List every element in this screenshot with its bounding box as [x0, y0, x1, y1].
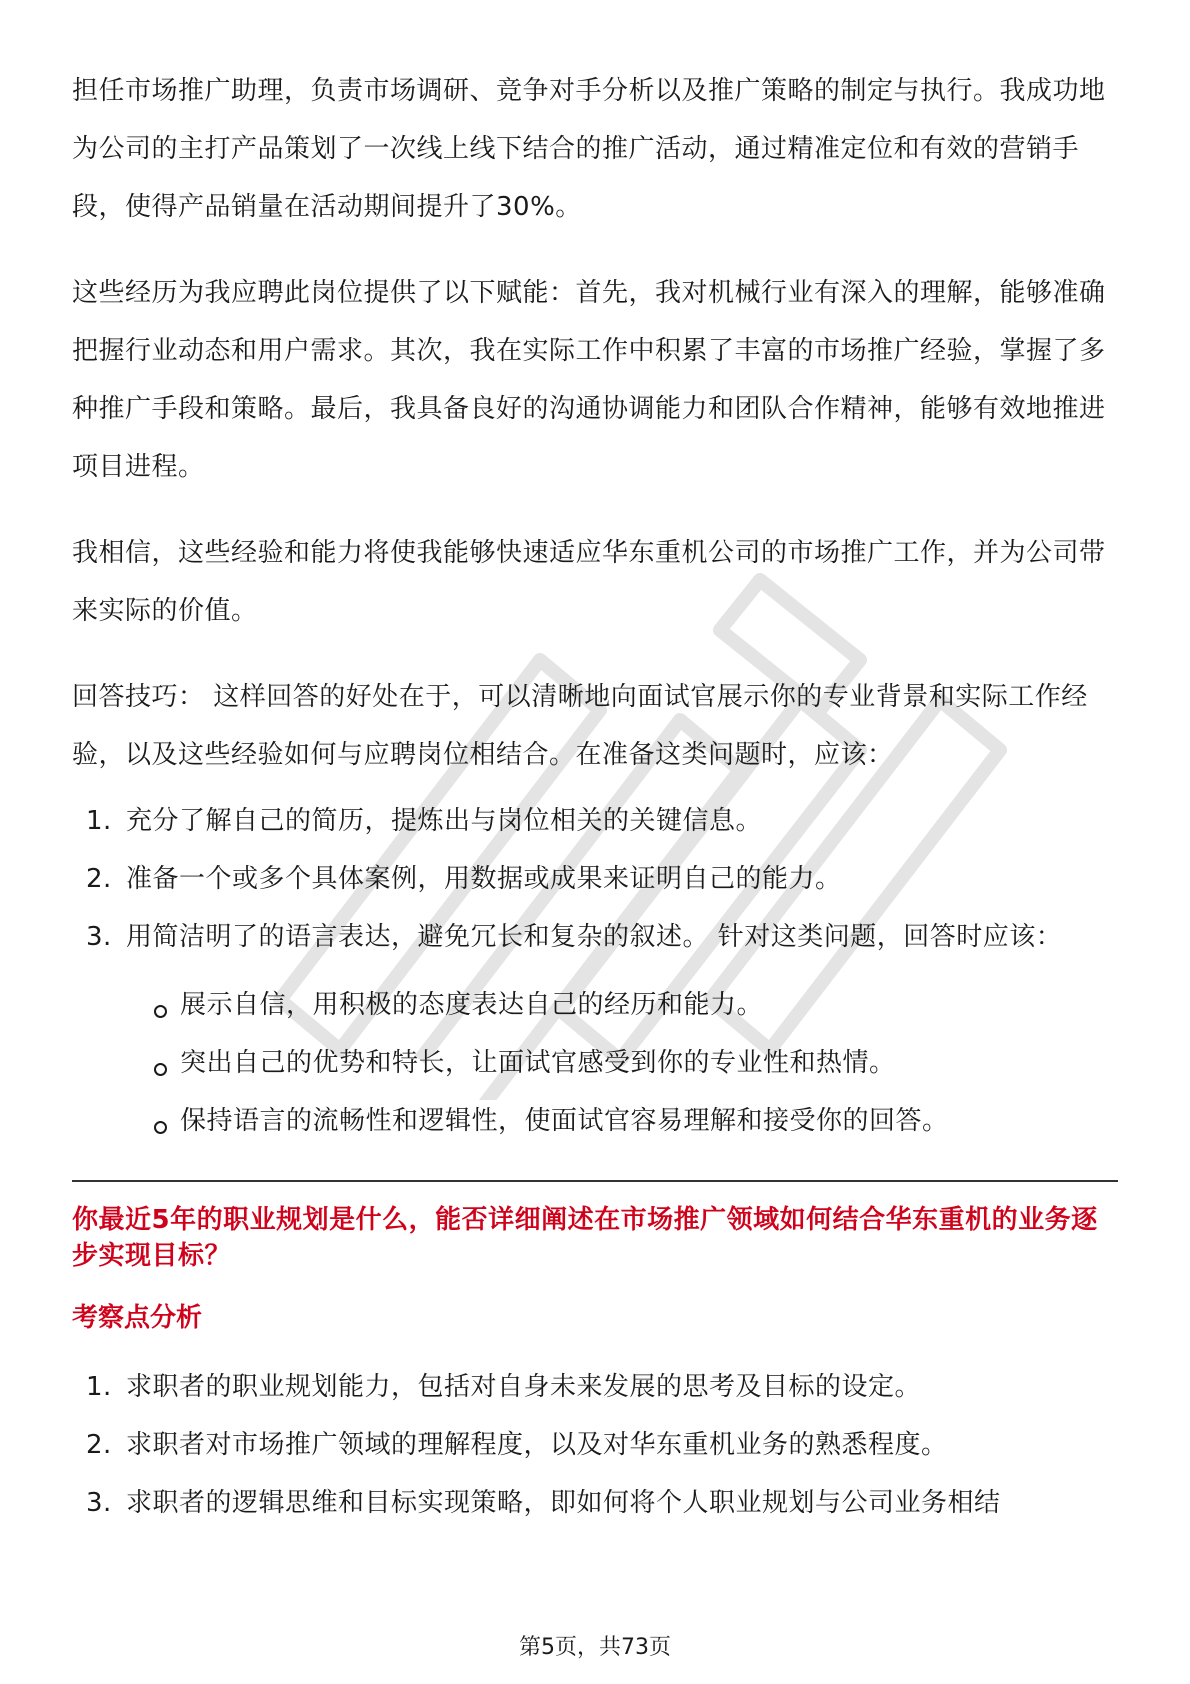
list-number: 2.	[86, 1430, 112, 1460]
list-item	[72, 792, 1118, 850]
list-text: 求职者的逻辑思维和目标实现策略，即如何将个人职业规划与公司业务相结	[126, 1488, 1001, 1518]
paragraph-experience: 担任市场推广助理，负责市场调研、竞争对手分析以及推广策略的制定与执行。我成功地为公司的主打产品策划了一次线上线下结合的推广活动，通过精准定位和有效的营销手段，使得产品销量在活动期间提升了30%。	[72, 76, 1106, 222]
list-text: 求职者对市场推广领域的理解程度，以及对华东重机业务的熟悉程度。	[126, 1430, 948, 1460]
list-number: 2.	[86, 864, 112, 894]
list-item	[72, 850, 1118, 908]
analysis-list	[72, 1358, 1118, 1532]
list-number: 3.	[86, 1488, 112, 1518]
page-footer: 第5页，共73页	[519, 1635, 671, 1660]
section-title: 考察点分析	[72, 1303, 203, 1333]
tips-list	[72, 792, 1118, 966]
list-item: 展示自信，用积极的态度表达自己的经历和能力。	[72, 976, 1118, 1034]
paragraph-answer-tips: 回答技巧： 这样回答的好处在于，可以清晰地向面试官展示你的专业背景和实际工作经验，以及这些经验如何与应聘岗位相结合。在准备这类问题时，应该：	[72, 682, 1088, 770]
list-text: 充分了解自己的简历，提炼出与岗位相关的关键信息。	[126, 806, 763, 836]
list-item: 保持语言的流畅性和逻辑性，使面试官容易理解和接受你的回答。	[72, 1092, 1118, 1150]
list-item	[72, 1416, 1118, 1474]
list-text: 求职者的职业规划能力，包括对自身未来发展的思考及目标的设定。	[126, 1372, 922, 1402]
list-number: 1.	[86, 806, 112, 836]
list-item: 突出自己的优势和特长，让面试官感受到你的专业性和热情。	[72, 1034, 1118, 1092]
question-heading: 你最近5年的职业规划是什么，能否详细阐述在市场推广领域如何结合华东重机的业务逐步实现目标？	[72, 1205, 1098, 1271]
list-item	[72, 1474, 1118, 1532]
paragraph-empowerment: 这些经历为我应聘此岗位提供了以下赋能：首先，我对机械行业有深入的理解，能够准确把握行业动态和用户需求。其次，我在实际工作中积累了丰富的市场推广经验，掌握了多种推广手段和策略。最后，我具备良好的沟通协调能力和团队合作精神，能够有效地推进项目进程。	[72, 278, 1106, 482]
section-divider	[72, 1180, 1118, 1182]
list-number: 1.	[86, 1372, 112, 1402]
main-content	[72, 62, 1118, 1542]
list-item	[72, 1358, 1118, 1416]
list-text: 用简洁明了的语言表达，避免冗长和复杂的叙述。 针对这类问题，回答时应该：	[126, 922, 1063, 952]
paragraph-belief: 我相信，这些经验和能力将使我能够快速适应华东重机公司的市场推广工作，并为公司带来实际的价值。	[72, 538, 1106, 626]
sub-bullet-list	[72, 976, 1118, 1150]
list-item	[72, 908, 1118, 966]
list-number: 3.	[86, 922, 112, 952]
list-text: 准备一个或多个具体案例，用数据或成果来证明自己的能力。	[126, 864, 842, 894]
